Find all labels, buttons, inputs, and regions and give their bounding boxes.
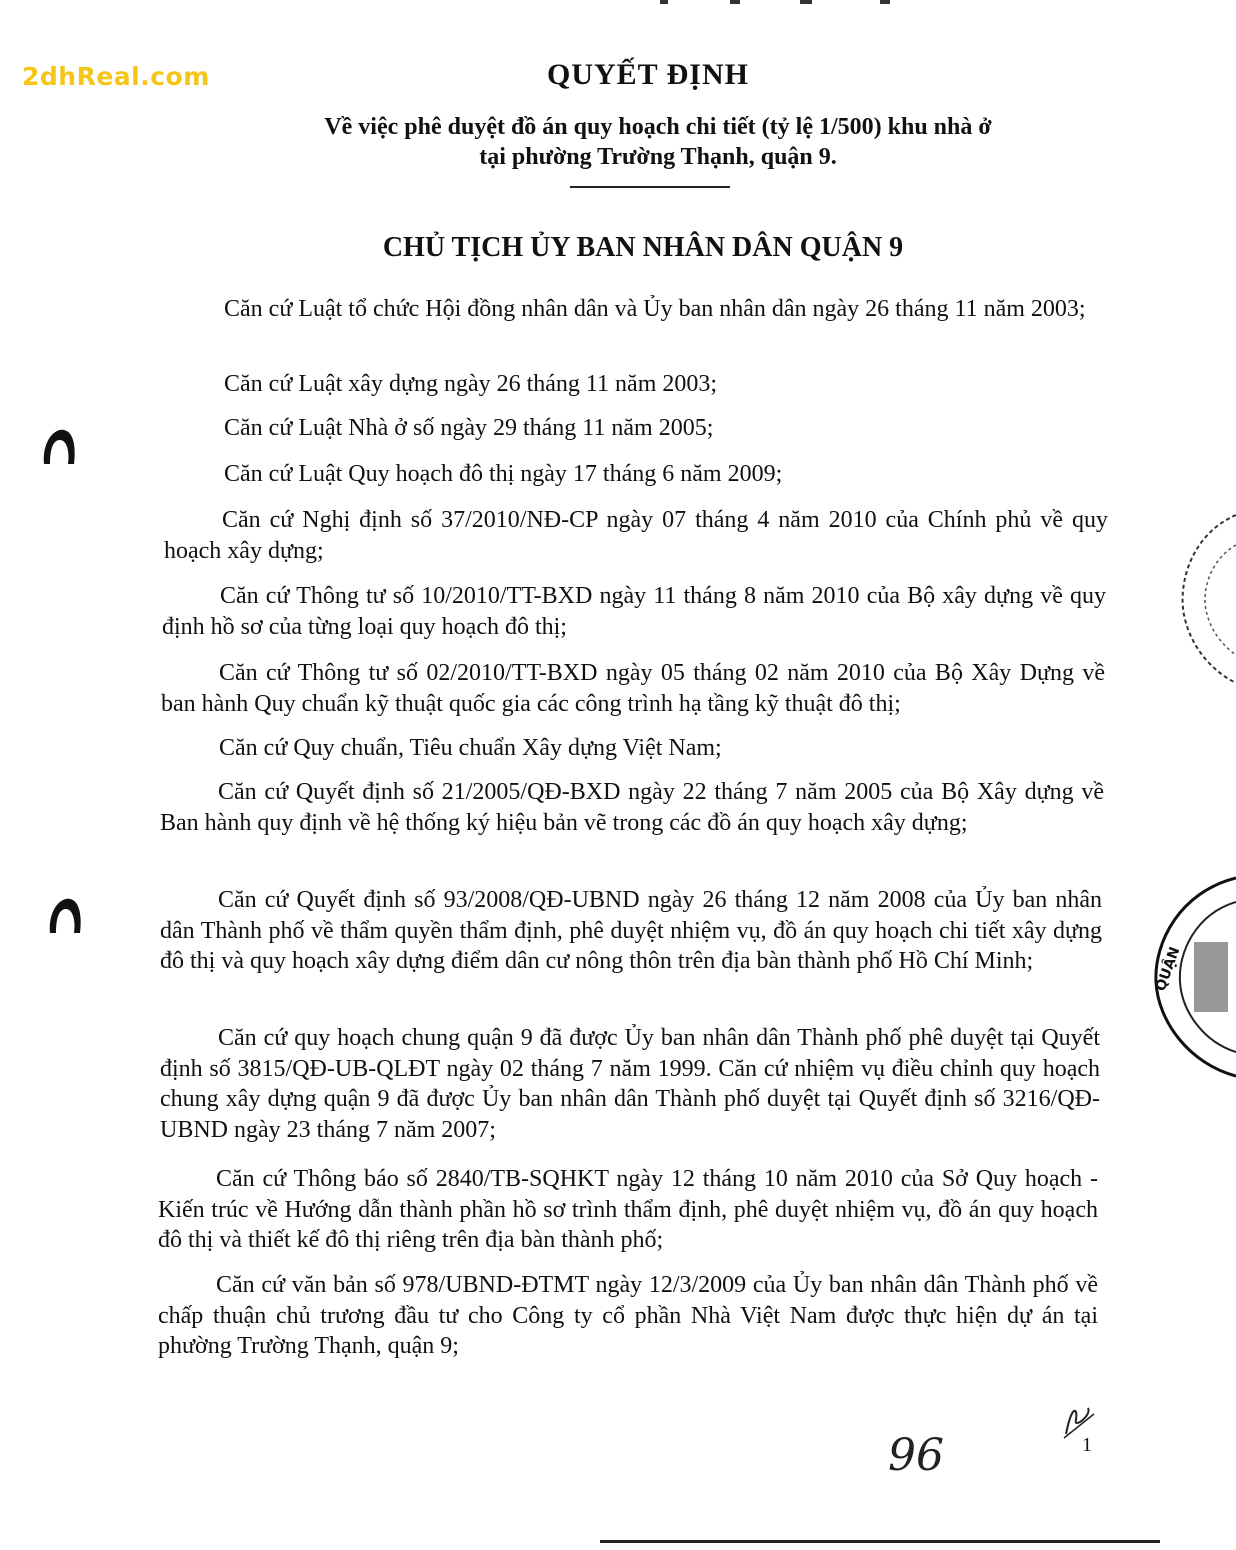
paragraph-8: Căn cứ Quy chuẩn, Tiêu chuẩn Xây dựng Việt Nam; bbox=[219, 735, 722, 761]
paragraph-9: Căn cứ Quyết định số 21/2005/QĐ-BXD ngày 22 tháng 7 năm 2005 của Bộ Xây dựng về Ban hành quy định về hệ thống ký hiệu bản vẽ trong các đồ án quy hoạch xây dựng; bbox=[160, 779, 1104, 836]
scan-edge-mark-bottom bbox=[600, 1538, 1160, 1544]
paragraph-7: Căn cứ Thông tư số 02/2010/TT-BXD ngày 05 tháng 02 năm 2010 của Bộ Xây Dựng về ban hành Quy chuẩn kỹ thuật quốc gia các công trình hạ tầng kỹ thuật đô thị; bbox=[161, 660, 1105, 717]
document-title: QUYẾT ĐỊNH bbox=[547, 58, 749, 91]
paragraph-6: Căn cứ Thông tư số 10/2010/TT-BXD ngày 11 tháng 8 năm 2010 của Bộ xây dựng về quy định hồ sơ của từng loại quy hoạch đô thị; bbox=[162, 583, 1106, 640]
title-underline bbox=[570, 186, 730, 188]
paragraph-13: Căn cứ văn bản số 978/UBND-ĐTMT ngày 12/3/2009 của Ủy ban nhân dân Thành phố về chấp thuận chủ trương đầu tư cho Công ty cổ phần Nhà Việt Nam được thực hiện dự án tại phường Trường Thạnh, quận 9; bbox=[158, 1272, 1098, 1359]
paragraph-3: Căn cứ Luật Nhà ở số ngày 29 tháng 11 năm 2005; bbox=[224, 415, 714, 441]
paragraph-1: Căn cứ Luật tổ chức Hội đồng nhân dân và Ủy ban nhân dân ngày 26 tháng 11 năm 2003; bbox=[224, 296, 1086, 322]
paragraph-4: Căn cứ Luật Quy hoạch đô thị ngày 17 tháng 6 năm 2009; bbox=[224, 461, 783, 487]
svg-text:QUẬN: QUẬN bbox=[1152, 944, 1184, 994]
stamp-seal-lower bbox=[1150, 872, 1236, 1082]
watermark: 2dhReal.com bbox=[22, 62, 210, 91]
document-subtitle-line1: Về việc phê duyệt đồ án quy hoạch chi tiết (tỷ lệ 1/500) khu nhà ở bbox=[324, 114, 992, 140]
scan-edge-mark-top bbox=[640, 0, 940, 6]
paragraph-5: Căn cứ Nghị định số 37/2010/NĐ-CP ngày 07 tháng 4 năm 2010 của Chính phủ về quy hoạch xây dựng; bbox=[164, 507, 1108, 564]
handwritten-number: 96 bbox=[888, 1430, 944, 1481]
paragraph-11: Căn cứ quy hoạch chung quận 9 đã được Ủy ban nhân dân Thành phố phê duyệt tại Quyết định số 3815/QĐ-UB-QLĐT ngày 02 tháng 7 năm 1999. Căn cứ nhiệm vụ điều chỉnh quy hoạch chung xây dựng quận 9 đã được Ủy ban nhân dân Thành phố duyệt tại Quyết định số 3216/QĐ-UBND ngày 23 tháng 7 năm 2007; bbox=[160, 1025, 1100, 1143]
document-subtitle-line2: tại phường Trường Thạnh, quận 9. bbox=[479, 144, 837, 170]
stamp-seal-upper bbox=[1170, 505, 1236, 685]
handwritten-initial bbox=[1060, 1404, 1100, 1440]
paragraph-2: Căn cứ Luật xây dựng ngày 26 tháng 11 năm 2003; bbox=[224, 371, 718, 397]
paragraph-12: Căn cứ Thông báo số 2840/TB-SQHKT ngày 12 tháng 10 năm 2010 của Sở Quy hoạch - Kiến trúc về Hướng dẫn thành phần hồ sơ trình thẩm định, phê duyệt nhiệm vụ, đồ án quy hoạch đô thị và thiết kế đô thị riêng trên địa bàn thành phố; bbox=[158, 1166, 1098, 1253]
issuer-heading: CHỦ TỊCH ỦY BAN NHÂN DÂN QUẬN 9 bbox=[382, 232, 904, 263]
punch-hole-bottom bbox=[46, 893, 82, 937]
punch-hole-top bbox=[40, 424, 76, 468]
page-number: 1 bbox=[1082, 1434, 1092, 1456]
paragraph-10: Căn cứ Quyết định số 93/2008/QĐ-UBND ngày 26 tháng 12 năm 2008 của Ủy ban nhân dân Thành phố về thẩm quyền thẩm định, phê duyệt nhiệm vụ, đồ án quy hoạch chi tiết xây dựng đô thị và quy hoạch xây dựng điểm dân cư nông thôn trên địa bàn thành phố Hồ Chí Minh; bbox=[160, 887, 1102, 974]
